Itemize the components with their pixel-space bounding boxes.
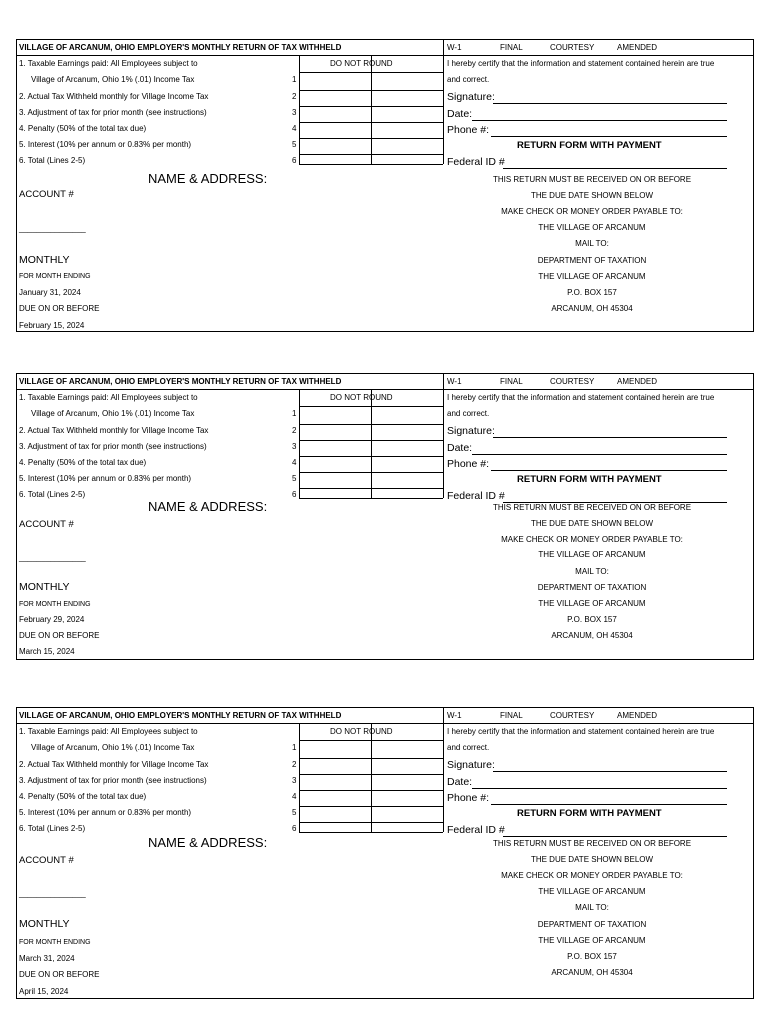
phone-field[interactable] (491, 804, 727, 805)
federal-id-label: Federal ID # (447, 490, 505, 502)
line-num-6: 6 (292, 490, 297, 499)
form-title: VILLAGE OF ARCANUM, OHIO EMPLOYER'S MONTHLY RETURN OF TAX WITHHELD (19, 377, 342, 386)
grid-row-line (299, 832, 443, 833)
certify-line-1: I hereby certify that the information and statement contained herein are true (447, 59, 715, 68)
line-num-3: 3 (292, 442, 297, 451)
line-num-6: 6 (292, 156, 297, 165)
certify-line-1: I hereby certify that the information and statement contained herein are true (447, 393, 715, 402)
instruction-line: MAIL TO: (575, 239, 609, 248)
due-label: DUE ON OR BEFORE (19, 970, 100, 979)
line-1b-label: Village of Arcanum, Ohio 1% (.01) Income Tax (31, 409, 195, 418)
grid-row-line (299, 138, 443, 139)
instruction-line: P.O. BOX 157 (567, 952, 617, 961)
instruction-line: THE DUE DATE SHOWN BELOW (530, 519, 654, 528)
federal-id-field[interactable] (503, 836, 727, 837)
coupon-1 (16, 39, 754, 332)
line-num-3: 3 (292, 108, 297, 117)
line-4-label: 4. Penalty (50% of the total tax due) (19, 792, 147, 801)
line-num-4: 4 (292, 458, 297, 467)
coupon-3 (16, 707, 754, 999)
column-divider (443, 374, 444, 498)
signature-field[interactable] (493, 103, 727, 104)
return-form-heading: RETURN FORM WITH PAYMENT (517, 474, 662, 485)
line-2-label: 2. Actual Tax Withheld monthly for Village Income Tax (19, 426, 209, 435)
grid-row-line (299, 424, 443, 425)
instruction-line: ARCANUM, OH 45304 (551, 968, 633, 977)
name-address-heading: NAME & ADDRESS: (148, 171, 268, 186)
phone-field[interactable] (491, 136, 727, 137)
final-label: FINAL (500, 377, 523, 386)
line-1b-label: Village of Arcanum, Ohio 1% (.01) Income Tax (31, 75, 195, 84)
due-date: February 15, 2024 (19, 321, 85, 330)
line-3-label: 3. Adjustment of tax for prior month (see instructions) (19, 776, 207, 785)
line-num-2: 2 (292, 426, 297, 435)
account-field[interactable]: _______________ (19, 889, 86, 898)
date-field[interactable] (472, 788, 727, 789)
signature-label: Signature: (447, 91, 495, 103)
coupon-2 (16, 373, 754, 660)
account-label: ACCOUNT # (19, 189, 74, 200)
line-num-3: 3 (292, 776, 297, 785)
account-label: ACCOUNT # (19, 519, 74, 530)
line-num-2: 2 (292, 92, 297, 101)
grid-row-line (299, 90, 443, 91)
do-not-round-label: DO NOT ROUND (330, 59, 393, 68)
courtesy-label: COURTESY (550, 377, 595, 386)
federal-id-field[interactable] (503, 168, 727, 169)
grid-row-line (299, 406, 443, 407)
column-divider (443, 708, 444, 832)
line-1b-label: Village of Arcanum, Ohio 1% (.01) Income Tax (31, 743, 195, 752)
signature-label: Signature: (447, 759, 495, 771)
federal-id-label: Federal ID # (447, 824, 505, 836)
line-5-label: 5. Interest (10% per annum or 0.83% per month) (19, 808, 192, 817)
final-label: FINAL (500, 711, 523, 720)
w1-label: W-1 (447, 711, 462, 720)
instruction-line: THE DUE DATE SHOWN BELOW (530, 855, 654, 864)
instruction-line: MAKE CHECK OR MONEY ORDER PAYABLE TO: (501, 207, 683, 216)
line-6-label: 6. Total (Lines 2-5) (19, 490, 86, 499)
certify-line-2: and correct. (447, 743, 490, 752)
certify-line-1: I hereby certify that the information and statement contained herein are true (447, 727, 715, 736)
signature-field[interactable] (493, 771, 727, 772)
instruction-line: THIS RETURN MUST BE RECEIVED ON OR BEFORE (492, 503, 692, 512)
w1-label: W-1 (447, 43, 462, 52)
due-date: March 15, 2024 (19, 647, 75, 656)
grid-row-line (299, 488, 443, 489)
phone-field[interactable] (491, 470, 727, 471)
line-1-label: 1. Taxable Earnings paid: All Employees subject to (19, 727, 198, 736)
instruction-line: THE VILLAGE OF ARCANUM (538, 936, 646, 945)
instruction-line: THE DUE DATE SHOWN BELOW (530, 191, 654, 200)
line-num-6: 6 (292, 824, 297, 833)
phone-label: Phone #: (447, 124, 490, 136)
grid-row-line (299, 790, 443, 791)
title-divider (17, 55, 753, 56)
instruction-line: DEPARTMENT OF TAXATION (537, 256, 647, 265)
date-field[interactable] (472, 454, 727, 455)
line-2-label: 2. Actual Tax Withheld monthly for Village Income Tax (19, 760, 209, 769)
line-num-5: 5 (292, 808, 297, 817)
line-num-5: 5 (292, 140, 297, 149)
account-label: ACCOUNT # (19, 855, 74, 866)
monthly-label: MONTHLY (19, 918, 70, 930)
name-address-heading: NAME & ADDRESS: (148, 499, 268, 514)
line-5-label: 5. Interest (10% per annum or 0.83% per month) (19, 474, 192, 483)
grid-row-line (299, 72, 443, 73)
courtesy-label: COURTESY (550, 43, 595, 52)
amended-label: AMENDED (617, 377, 658, 386)
grid-row-line (299, 122, 443, 123)
monthly-label: MONTHLY (19, 581, 70, 593)
instruction-line: DEPARTMENT OF TAXATION (537, 583, 647, 592)
instruction-line: DEPARTMENT OF TAXATION (537, 920, 647, 929)
form-title: VILLAGE OF ARCANUM, OHIO EMPLOYER'S MONTHLY RETURN OF TAX WITHHELD (19, 43, 342, 52)
line-2-label: 2. Actual Tax Withheld monthly for Village Income Tax (19, 92, 209, 101)
grid-row-line (299, 154, 443, 155)
month-ending-date: March 31, 2024 (19, 954, 75, 963)
line-3-label: 3. Adjustment of tax for prior month (see instructions) (19, 442, 207, 451)
instruction-line: P.O. BOX 157 (567, 615, 617, 624)
phone-label: Phone #: (447, 792, 490, 804)
line-num-5: 5 (292, 474, 297, 483)
due-date: April 15, 2024 (19, 987, 69, 996)
grid-row-line (299, 498, 443, 499)
line-num-1: 1 (292, 743, 297, 752)
line-1-label: 1. Taxable Earnings paid: All Employees subject to (19, 393, 198, 402)
instruction-line: MAIL TO: (575, 903, 609, 912)
line-3-label: 3. Adjustment of tax for prior month (see instructions) (19, 108, 207, 117)
line-1-label: 1. Taxable Earnings paid: All Employees subject to (19, 59, 198, 68)
line-num-2: 2 (292, 760, 297, 769)
instruction-line: THE VILLAGE OF ARCANUM (538, 887, 646, 896)
account-field[interactable]: _______________ (19, 224, 86, 233)
line-4-label: 4. Penalty (50% of the total tax due) (19, 458, 147, 467)
line-5-label: 5. Interest (10% per annum or 0.83% per month) (19, 140, 192, 149)
instruction-line: THE VILLAGE OF ARCANUM (538, 272, 646, 281)
phone-label: Phone #: (447, 458, 490, 470)
line-num-1: 1 (292, 75, 297, 84)
signature-label: Signature: (447, 425, 495, 437)
month-ending-date: January 31, 2024 (19, 288, 81, 297)
amended-label: AMENDED (617, 43, 658, 52)
do-not-round-label: DO NOT ROUND (330, 393, 393, 402)
final-label: FINAL (500, 43, 523, 52)
instruction-line: THIS RETURN MUST BE RECEIVED ON OR BEFORE (492, 175, 692, 184)
grid-row-line (299, 164, 443, 165)
grid-row-line (299, 758, 443, 759)
for-month-ending-label: FOR MONTH ENDING (19, 939, 91, 946)
return-form-heading: RETURN FORM WITH PAYMENT (517, 140, 662, 151)
line-num-1: 1 (292, 409, 297, 418)
instruction-line: MAKE CHECK OR MONEY ORDER PAYABLE TO: (501, 535, 683, 544)
due-label: DUE ON OR BEFORE (19, 631, 100, 640)
date-label: Date: (447, 442, 473, 454)
monthly-label: MONTHLY (19, 254, 70, 266)
certify-line-2: and correct. (447, 75, 490, 84)
line-6-label: 6. Total (Lines 2-5) (19, 824, 86, 833)
line-4-label: 4. Penalty (50% of the total tax due) (19, 124, 147, 133)
amended-label: AMENDED (617, 711, 658, 720)
federal-id-label: Federal ID # (447, 156, 505, 168)
for-month-ending-label: FOR MONTH ENDING (19, 273, 91, 280)
form-title: VILLAGE OF ARCANUM, OHIO EMPLOYER'S MONTHLY RETURN OF TAX WITHHELD (19, 711, 342, 720)
name-address-heading: NAME & ADDRESS: (148, 835, 268, 850)
instruction-line: THE VILLAGE OF ARCANUM (538, 550, 646, 559)
date-label: Date: (447, 108, 473, 120)
date-field[interactable] (472, 120, 727, 121)
instruction-line: ARCANUM, OH 45304 (551, 304, 633, 313)
line-num-4: 4 (292, 124, 297, 133)
instruction-line: ARCANUM, OH 45304 (551, 631, 633, 640)
grid-row-line (299, 106, 443, 107)
line-6-label: 6. Total (Lines 2-5) (19, 156, 86, 165)
instruction-line: P.O. BOX 157 (567, 288, 617, 297)
certify-line-2: and correct. (447, 409, 490, 418)
do-not-round-label: DO NOT ROUND (330, 727, 393, 736)
grid-row-line (299, 440, 443, 441)
grid-row-line (299, 822, 443, 823)
grid-row-line (299, 456, 443, 457)
instruction-line: MAKE CHECK OR MONEY ORDER PAYABLE TO: (501, 871, 683, 880)
title-divider (17, 723, 753, 724)
grid-row-line (299, 806, 443, 807)
instruction-line: THE VILLAGE OF ARCANUM (538, 599, 646, 608)
instruction-line: THE VILLAGE OF ARCANUM (538, 223, 646, 232)
grid-row-line (299, 472, 443, 473)
month-ending-date: February 29, 2024 (19, 615, 85, 624)
title-divider (17, 389, 753, 390)
for-month-ending-label: FOR MONTH ENDING (19, 601, 91, 608)
instruction-line: MAIL TO: (575, 567, 609, 576)
signature-field[interactable] (493, 437, 727, 438)
instruction-line: THIS RETURN MUST BE RECEIVED ON OR BEFORE (492, 839, 692, 848)
w1-label: W-1 (447, 377, 462, 386)
due-label: DUE ON OR BEFORE (19, 304, 100, 313)
line-num-4: 4 (292, 792, 297, 801)
date-label: Date: (447, 776, 473, 788)
grid-row-line (299, 774, 443, 775)
grid-row-line (299, 740, 443, 741)
account-field[interactable]: _______________ (19, 553, 86, 562)
column-divider (443, 40, 444, 164)
return-form-heading: RETURN FORM WITH PAYMENT (517, 808, 662, 819)
courtesy-label: COURTESY (550, 711, 595, 720)
